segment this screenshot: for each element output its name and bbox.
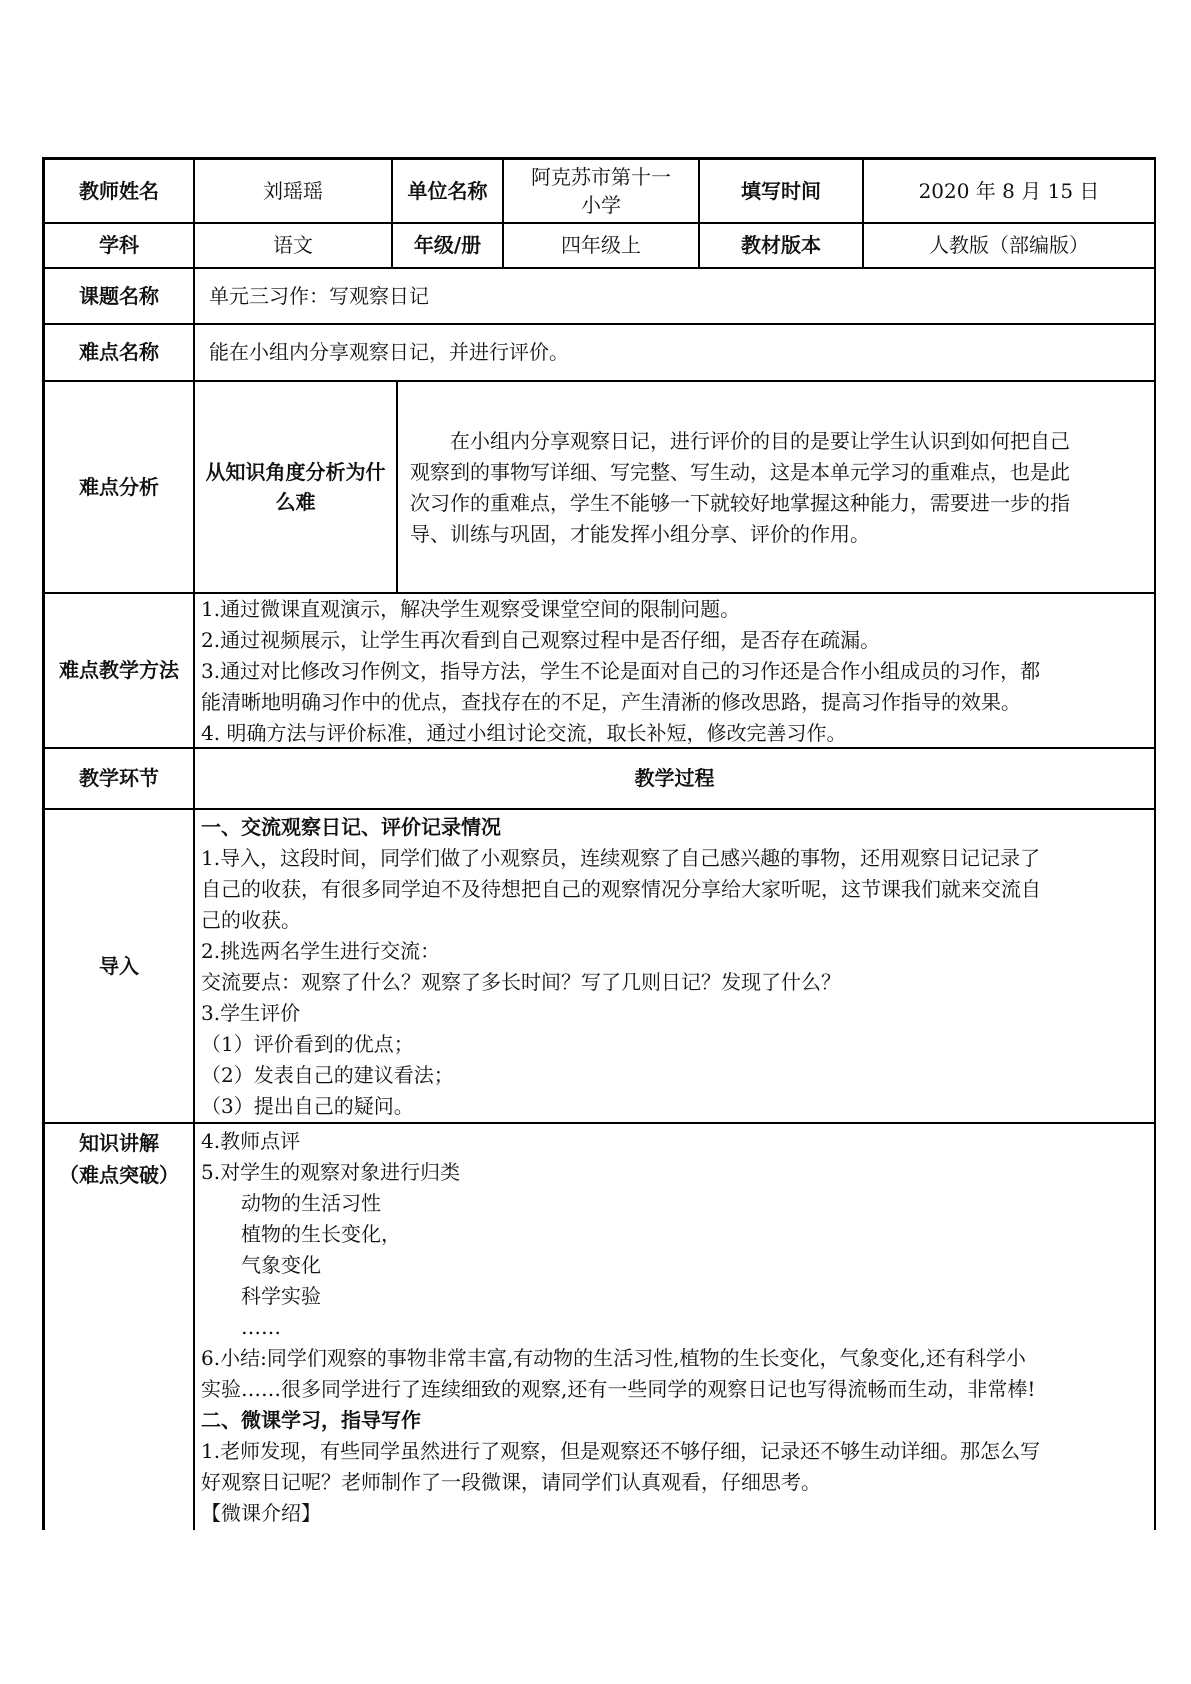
fill-date-label: 填写时间 xyxy=(741,178,821,203)
grade-label: 年级/册 xyxy=(413,233,482,257)
category-item: 动物的生活习性 xyxy=(241,1191,381,1215)
difficulty-value: 能在小组内分享观察日记，并进行评价。 xyxy=(209,340,569,364)
intro-line: 己的收获。 xyxy=(201,908,301,932)
knowledge-line: 6.小结:同学们观察的事物非常丰富,有动物的生活习性,植物的生长变化，气象变化,还有科学小 xyxy=(201,1346,1026,1370)
analysis-line: 在小组内分享观察日记，进行评价的目的是要让学生认识到如何把自己 xyxy=(450,429,1070,453)
topic-label: 课题名称 xyxy=(79,283,159,308)
process-step-label: 教学环节 xyxy=(79,766,159,790)
knowledge-line: 1.老师发现，有些同学虽然进行了观察，但是观察还不够仔细，记录还不够生动详细。那怎么写 xyxy=(201,1439,1041,1463)
intro-heading: 一、交流观察日记、评价记录情况 xyxy=(201,815,501,839)
subject-value: 语文 xyxy=(273,233,313,257)
knowledge-line: 【微课介绍】 xyxy=(201,1501,321,1525)
teacher-name-value: 刘瑶瑶 xyxy=(263,178,323,203)
category-item: 科学实验 xyxy=(241,1284,321,1308)
category-item: 植物的生长变化， xyxy=(241,1222,401,1246)
edition-value: 人教版（部编版） xyxy=(929,233,1089,257)
topic-value: 单元三习作：写观察日记 xyxy=(209,283,429,308)
intro-line: （3）提出自己的疑问。 xyxy=(201,1094,414,1118)
knowledge-line: 实验……很多同学进行了连续细致的观察,还有一些同学的观察日记也写得流畅而生动，非常棒! xyxy=(201,1377,1036,1401)
intro-line: 2.挑选两名学生进行交流： xyxy=(201,939,441,963)
knowledge-text xyxy=(195,1126,1154,1530)
category-item: …… xyxy=(241,1315,281,1339)
analysis-label: 难点分析 xyxy=(79,474,159,499)
unit-name-label: 单位名称 xyxy=(407,178,488,203)
analysis-line: 导、训练与巩固，才能发挥小组分享、评价的作用。 xyxy=(410,522,870,546)
analysis-line: 次习作的重难点，学生不能够一下就较好地掌握这种能力，需要进一步的指 xyxy=(410,491,1070,515)
border-row7 xyxy=(42,808,1156,810)
unit-name-value: 阿克苏市第十一小学 xyxy=(531,165,671,217)
method-line: 4. 明确方法与评价标准，通过小组讨论交流，取长补短，修改完善习作。 xyxy=(201,721,847,745)
intro-line: （2）发表自己的建议看法； xyxy=(201,1063,454,1087)
method-line: 能清晰地明确习作中的优点，查找存在的不足，产生清淅的修改思路，提高习作指导的效果。 xyxy=(201,690,1021,714)
border-row8 xyxy=(42,1122,1156,1124)
analysis-sub-label: 从知识角度分析为什么难 xyxy=(205,460,386,514)
subject-label: 学科 xyxy=(99,233,139,257)
intro-line: 交流要点：观察了什么？观察了多长时间？写了几则日记？发现了什么？ xyxy=(201,970,841,994)
process-title: 教学过程 xyxy=(634,766,715,790)
border-right xyxy=(1154,157,1156,1530)
category-item: 气象变化 xyxy=(241,1253,321,1277)
methods-label: 难点教学方法 xyxy=(59,658,179,682)
intro-line: 1.导入，这段时间，同学们做了小观察员，连续观察了自己感兴趣的事物，还用观察日记记录了 xyxy=(201,846,1041,870)
teacher-name-label: 教师姓名 xyxy=(79,178,159,203)
knowledge-line: 好观察日记呢？老师制作了一段微课，请同学们认真观看，仔细思考。 xyxy=(201,1470,821,1494)
method-line: 3.通过对比修改习作例文，指导方法，学生不论是面对自己的习作还是合作小组成员的习作，都 xyxy=(201,659,1041,683)
knowledge-line: 5.对学生的观察对象进行归类 xyxy=(201,1160,461,1184)
knowledge-label-line2: （难点突破） xyxy=(59,1163,179,1187)
intro-label: 导入 xyxy=(99,953,139,978)
intro-line: （1）评价看到的优点； xyxy=(201,1032,414,1056)
methods-text xyxy=(195,594,1154,747)
analysis-line: 观察到的事物写详细、写完整、写生动，这是本单元学习的重难点，也是此 xyxy=(410,460,1070,484)
intro-line: 自己的收获，有很多同学迫不及待想把自己的观察情况分享给大家听呢，这节课我们就来交流自 xyxy=(201,877,1041,901)
knowledge-label xyxy=(45,1127,193,1197)
method-line: 1.通过微课直观演示，解决学生观察受课堂空间的限制问题。 xyxy=(201,597,741,621)
knowledge-line: 4.教师点评 xyxy=(201,1129,301,1153)
grade-value: 四年级上 xyxy=(561,233,641,257)
fill-date-value: 2020 年 8 月 15 日 xyxy=(918,178,1100,203)
intro-text xyxy=(195,812,1154,1122)
analysis-text xyxy=(398,426,1154,566)
method-line: 2.通过视频展示，让学生再次看到自己观察过程中是否仔细，是否存在疏漏。 xyxy=(201,628,881,652)
difficulty-label: 难点名称 xyxy=(79,340,159,364)
knowledge-heading: 二、微课学习，指导写作 xyxy=(201,1408,421,1432)
intro-line: 3.学生评价 xyxy=(201,1001,301,1025)
knowledge-label-line1: 知识讲解 xyxy=(79,1131,159,1155)
edition-label: 教材版本 xyxy=(741,233,821,257)
